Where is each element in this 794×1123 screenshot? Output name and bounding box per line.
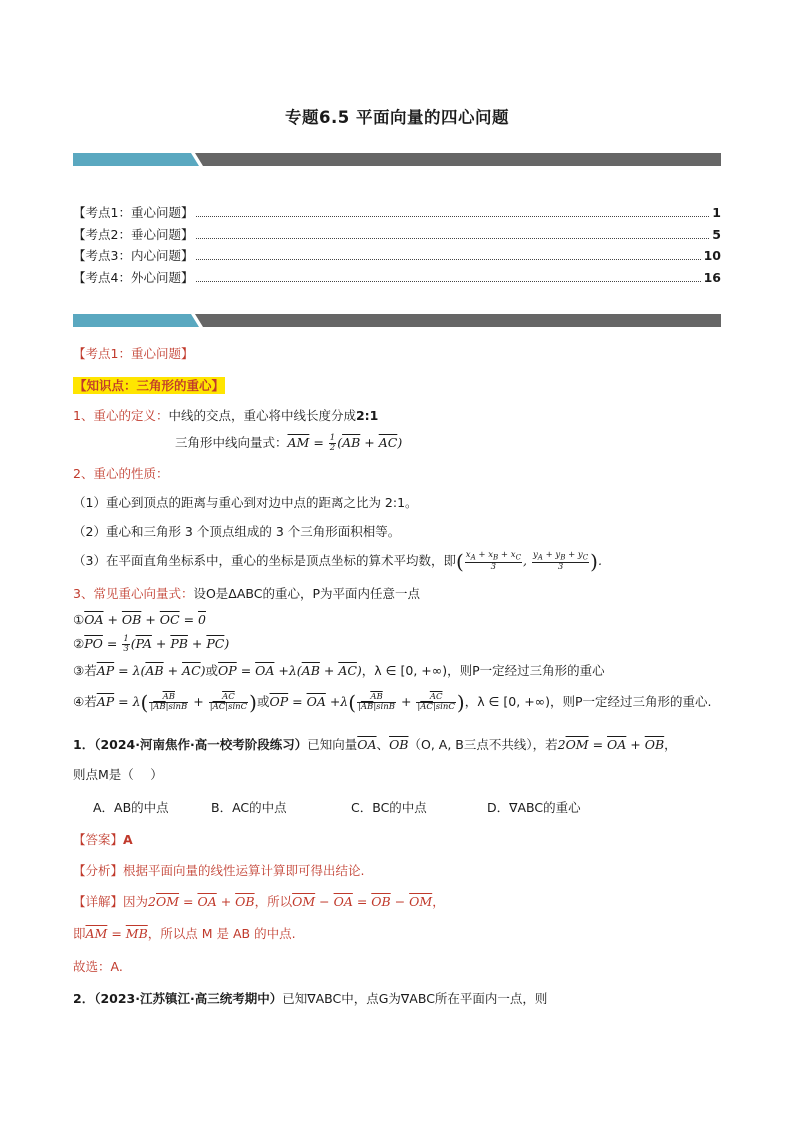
- analysis-line: 【分析】根据平面向量的线性运算计算即可得出结论.: [73, 863, 365, 878]
- formula-3: ③若$\overline{AP} = \lambda(\overline{AB} + \overline{AC})$或$\overline{OP} = \overline{OA} +\lambda(\overline{AB} + \overline{AC})$，λ ∈ [0, +∞)，则P一定经过三角形的重心: [73, 663, 605, 678]
- toc-item-1[interactable]: 【考点1：重心问题】 1: [73, 205, 721, 220]
- question-1-stem-cont: 则点M是（ ）: [73, 767, 163, 782]
- toc-item-3[interactable]: 【考点3：内心问题】 10: [73, 248, 721, 263]
- definition-line: 1、重心的定义：中线的交点，重心将中线长度分成2:1: [73, 408, 379, 423]
- common-formulas-intro: 3、常见重心向量式：设O是ΔABC的重心，P为平面内任意一点: [73, 586, 421, 601]
- formula-1: $①\overline{OA} + \overline{OB} + \overline{OC} = 0$: [73, 612, 206, 627]
- knowledge-tag: 【知识点：三角形的重心】: [74, 378, 225, 393]
- option-d[interactable]: D．∇ABC的重心: [487, 800, 581, 815]
- option-b[interactable]: B．AC的中点: [211, 800, 287, 815]
- property-2: （2）重心和三角形 3 个顶点组成的 3 个三角形面积相等。: [73, 524, 401, 539]
- question-2-stem: 2．（2023·江苏镇江·高三统考期中）已知∇ABC中，点G为∇ABC所在平面内一点，则: [73, 991, 548, 1006]
- toc-item-2[interactable]: 【考点2：垂心问题】 5: [73, 226, 721, 242]
- property-3: （3）在平面直角坐标系中，重心的坐标是顶点坐标的算术平均数，即( $\frac{x_A + x_B + x_C}{3}$ , $\frac{y_A + y_B + y_C}{3}$ ).: [73, 549, 602, 574]
- median-formula: 三角形中线向量式：$\overline{AM}$ = $\frac{1}{2}$ $(\overline{AB} + \overline{AC})$: [175, 433, 403, 453]
- formula-4: ④若$\overline{AP} = \lambda$( $\frac{\overline{AB}}{|\overline{AB}|\sin B}$ + $\frac{\overline{AC}}{|\overline{AC}|\sin C}$ )或$\overline{OP} = \overline{OA} +\lambda$( $\frac{\overline{AB}}{|\overline{AB}|\sin B}$ + $\frac{\overline{AC}}{|\overline{AC}|\sin C}$ )，λ ∈ [0, +∞)，则P一定经过三角形的重心.: [73, 690, 712, 715]
- detail-line-2: 即$\overline{AM} = \overline{MB}$，所以点 M 是 AB 的中点.: [73, 926, 296, 941]
- toc-item-4[interactable]: 【考点4：外心问题】 16: [73, 269, 721, 285]
- option-c[interactable]: C．BC的中点: [351, 800, 427, 815]
- section-banner-top: [73, 153, 721, 166]
- property-1: （1）重心到顶点的距离与重心到对边中点的距离之比为 2:1。: [73, 495, 418, 510]
- detail-line-1: 【详解】因为$2\overline{OM} = \overline{OA} + \overline{OB}$，所以$\overline{OM} - \overline{OA} = \overline{OB} - \overline{OM}$，: [73, 894, 445, 909]
- table-of-contents: [73, 203, 721, 289]
- section-banner-bottom: [73, 314, 721, 327]
- formula-2: $②\overline{PO}$ = $\frac{1}{3}$ $(\overline{PA} + \overline{PB} + \overline{PC})$: [73, 634, 230, 654]
- page-title: 专题6.5 平面向量的四心问题: [285, 108, 509, 127]
- section-heading: 【考点1：重心问题】: [73, 346, 194, 361]
- question-1-options: [93, 799, 581, 817]
- properties-label: 2、重心的性质：: [73, 466, 169, 481]
- question-1-stem: 1．（2024·河南焦作·高一校考阶段练习）已知向量$\overline{OA}$、$\overline{OB}(O$, A, B三点不共线），若$2\overline{OM} = \overline{OA} + \overline{OB}$，: [73, 737, 677, 752]
- option-a[interactable]: A．AB的中点: [93, 800, 169, 815]
- answer-line: 【答案】A: [73, 832, 133, 847]
- choose-line: 故选：A.: [73, 959, 123, 974]
